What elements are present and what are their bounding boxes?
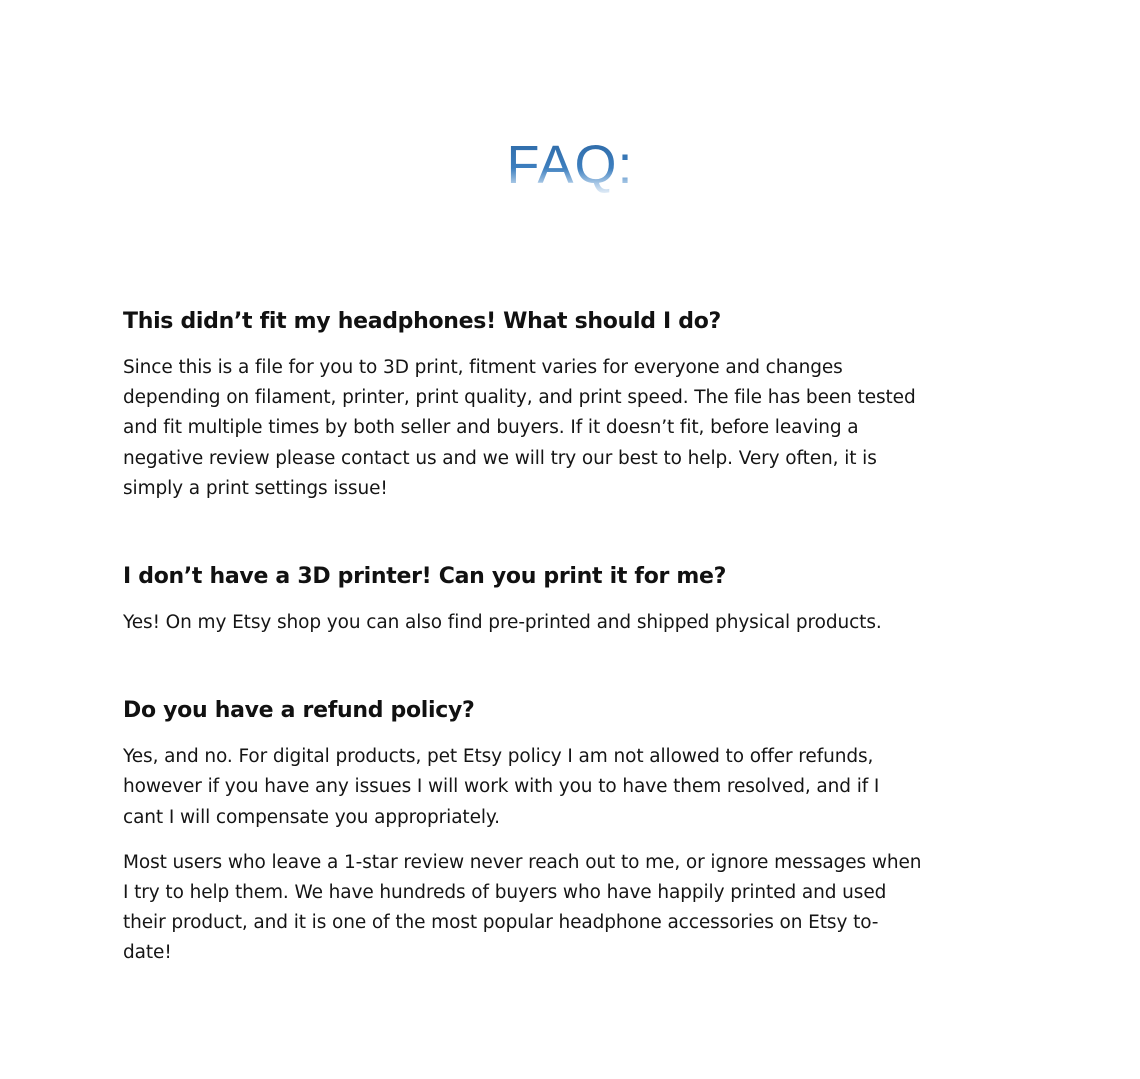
answer-line: I try to help them. We have hundreds of buyers who have happily printed and used: [123, 882, 887, 904]
faq-answer: [123, 353, 1023, 504]
faq-content: [123, 302, 1023, 969]
answer-line: however if you have any issues I will work with you to have them resolved, and if I: [123, 776, 880, 798]
answer-line: cant I will compensate you appropriately.: [123, 806, 500, 828]
answer-line: date!: [123, 942, 172, 964]
page-title: FAQ:: [506, 132, 633, 198]
faq-section-refund: [123, 696, 1023, 968]
answer-line: Most users who leave a 1-star review never reach out to me, or ignore messages when: [123, 851, 922, 873]
faq-answer: [123, 608, 1023, 638]
answer-line: Yes, and no. For digital products, pet Etsy policy I am not allowed to offer refunds,: [123, 746, 874, 768]
answer-line: depending on filament, printer, print quality, and print speed. The file has been tested: [123, 387, 916, 409]
faq-question: Do you have a refund policy?: [123, 698, 475, 724]
faq-answer-continued: [123, 848, 1023, 969]
faq-section-fit: [123, 307, 1023, 504]
title-container: [0, 132, 1140, 198]
answer-line: Since this is a file for you to 3D print, fitment varies for everyone and changes: [123, 357, 843, 378]
faq-section-printing: [123, 562, 1023, 638]
faq-answer: [123, 742, 1023, 833]
answer-line: their product, and it is one of the most popular headphone accessories on Etsy to-: [123, 912, 879, 934]
answer-line: Yes! On my Etsy shop you can also find pre-printed and shipped physical products.: [123, 612, 882, 634]
answer-line: simply a print settings issue!: [123, 477, 388, 499]
faq-question: This didn’t fit my headphones! What should I do?: [123, 309, 721, 334]
answer-line: and fit multiple times by both seller and buyers. If it doesn’t fit, before leaving a: [123, 417, 859, 439]
faq-question: I don’t have a 3D printer! Can you print it for me?: [123, 564, 727, 590]
answer-line: negative review please contact us and we will try our best to help. Very often, it is: [123, 447, 877, 469]
